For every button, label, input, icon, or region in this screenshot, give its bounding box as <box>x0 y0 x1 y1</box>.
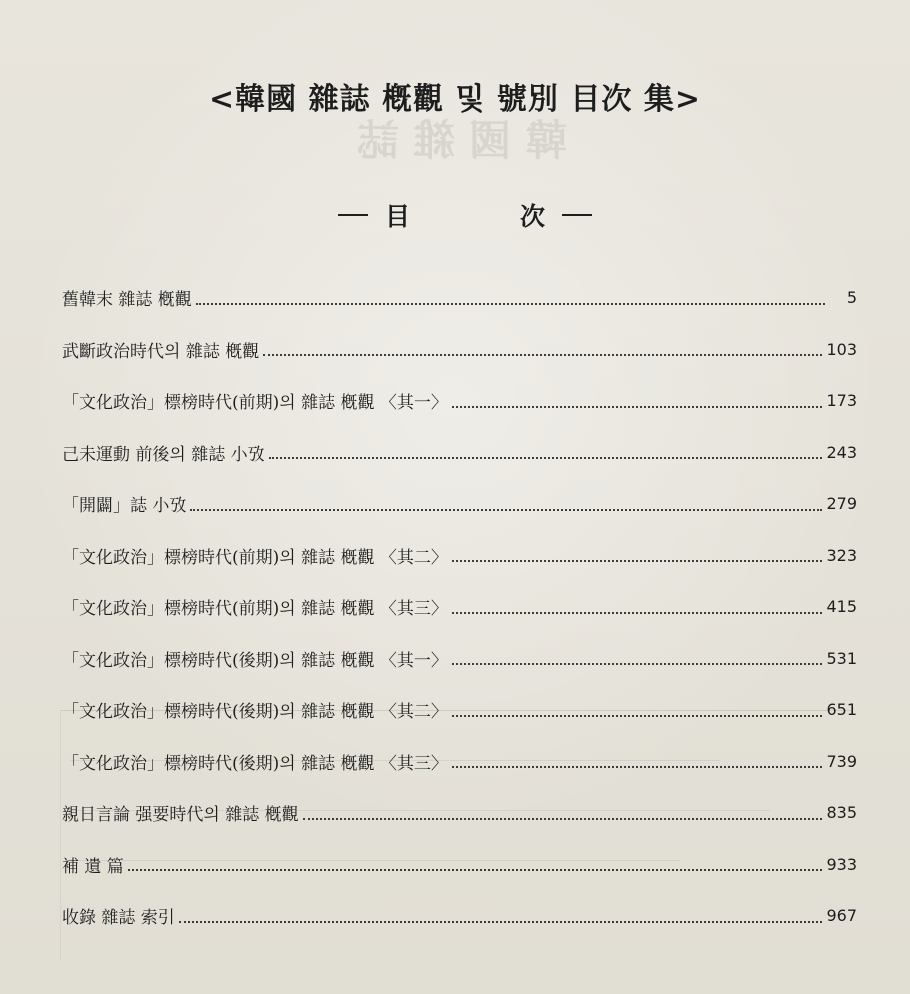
show-through-text: 韓國雜誌 <box>343 116 568 165</box>
contents-heading <box>330 197 600 233</box>
toc-leader <box>196 303 825 305</box>
toc-entry <box>62 272 857 324</box>
toc-leader <box>452 663 823 665</box>
document-title: <韓國 雜誌 槪觀 및 號別 目次 集> <box>209 82 701 117</box>
toc-page-number: 5 <box>846 288 857 308</box>
toc-leader <box>263 354 822 356</box>
toc-page-number: 967 <box>826 906 857 926</box>
toc-page-number: 243 <box>826 442 857 462</box>
toc-leader <box>452 715 823 717</box>
toc-leader <box>452 560 823 562</box>
toc-leader <box>452 766 823 768</box>
toc-entry <box>62 375 857 427</box>
toc-page-number: 739 <box>826 751 857 771</box>
toc-title: 「文化政治」標榜時代(前期)의 雜誌 槪觀 〈其一〉 <box>62 393 448 414</box>
toc-leader <box>303 818 823 820</box>
toc-page-number: 531 <box>826 648 857 668</box>
toc-title: 親日言論 强要時代의 雜誌 槪觀 <box>62 805 299 826</box>
toc-title: 補 遺 篇 <box>62 856 124 877</box>
toc-leader <box>128 869 823 871</box>
heading-dash-left <box>338 214 368 216</box>
toc-leader <box>269 457 823 459</box>
contents-heading-right: 次 <box>519 202 545 231</box>
toc-page-number: 279 <box>826 494 857 514</box>
contents-heading-left: 目 <box>385 202 411 231</box>
toc-entry <box>62 427 857 479</box>
heading-dash-right <box>562 214 592 216</box>
toc-title: 「文化政治」標榜時代(前期)의 雜誌 槪觀 〈其二〉 <box>62 547 448 568</box>
toc-page-number: 835 <box>826 803 857 823</box>
toc-title: 收錄 雜誌 索引 <box>62 908 175 929</box>
toc-entry <box>62 839 857 891</box>
toc-title: 「文化政治」標榜時代(後期)의 雜誌 槪觀 〈其二〉 <box>62 702 448 723</box>
toc-leader <box>452 406 823 408</box>
toc-title: 「文化政治」標榜時代(後期)의 雜誌 槪觀 〈其一〉 <box>62 650 448 671</box>
toc-entry <box>62 324 857 376</box>
toc-title: 「文化政治」標榜時代(後期)의 雜誌 槪觀 〈其三〉 <box>62 753 448 774</box>
table-of-contents <box>62 272 857 942</box>
toc-entry <box>62 633 857 685</box>
toc-title: 「開闢」誌 小攷 <box>62 496 187 517</box>
toc-title: 己未運動 前後의 雜誌 小攷 <box>62 444 265 465</box>
toc-entry <box>62 530 857 582</box>
toc-page-number: 651 <box>826 700 857 720</box>
toc-entry <box>62 684 857 736</box>
toc-entry <box>62 581 857 633</box>
toc-leader <box>190 509 822 511</box>
toc-title: 舊韓末 雜誌 槪觀 <box>62 290 192 311</box>
toc-title: 「文化政治」標榜時代(前期)의 雜誌 槪觀 〈其三〉 <box>62 599 448 620</box>
toc-entry <box>62 736 857 788</box>
toc-page-number: 415 <box>826 597 857 617</box>
toc-page-number: 933 <box>826 854 857 874</box>
toc-page-number: 103 <box>826 339 857 359</box>
toc-page-number: 173 <box>826 391 857 411</box>
toc-entry <box>62 478 857 530</box>
toc-entry <box>62 787 857 839</box>
toc-leader <box>452 612 823 614</box>
toc-page-number: 323 <box>826 545 857 565</box>
toc-title: 武斷政治時代의 雜誌 槪觀 <box>62 341 260 362</box>
toc-leader <box>179 921 823 923</box>
toc-entry <box>62 890 857 942</box>
